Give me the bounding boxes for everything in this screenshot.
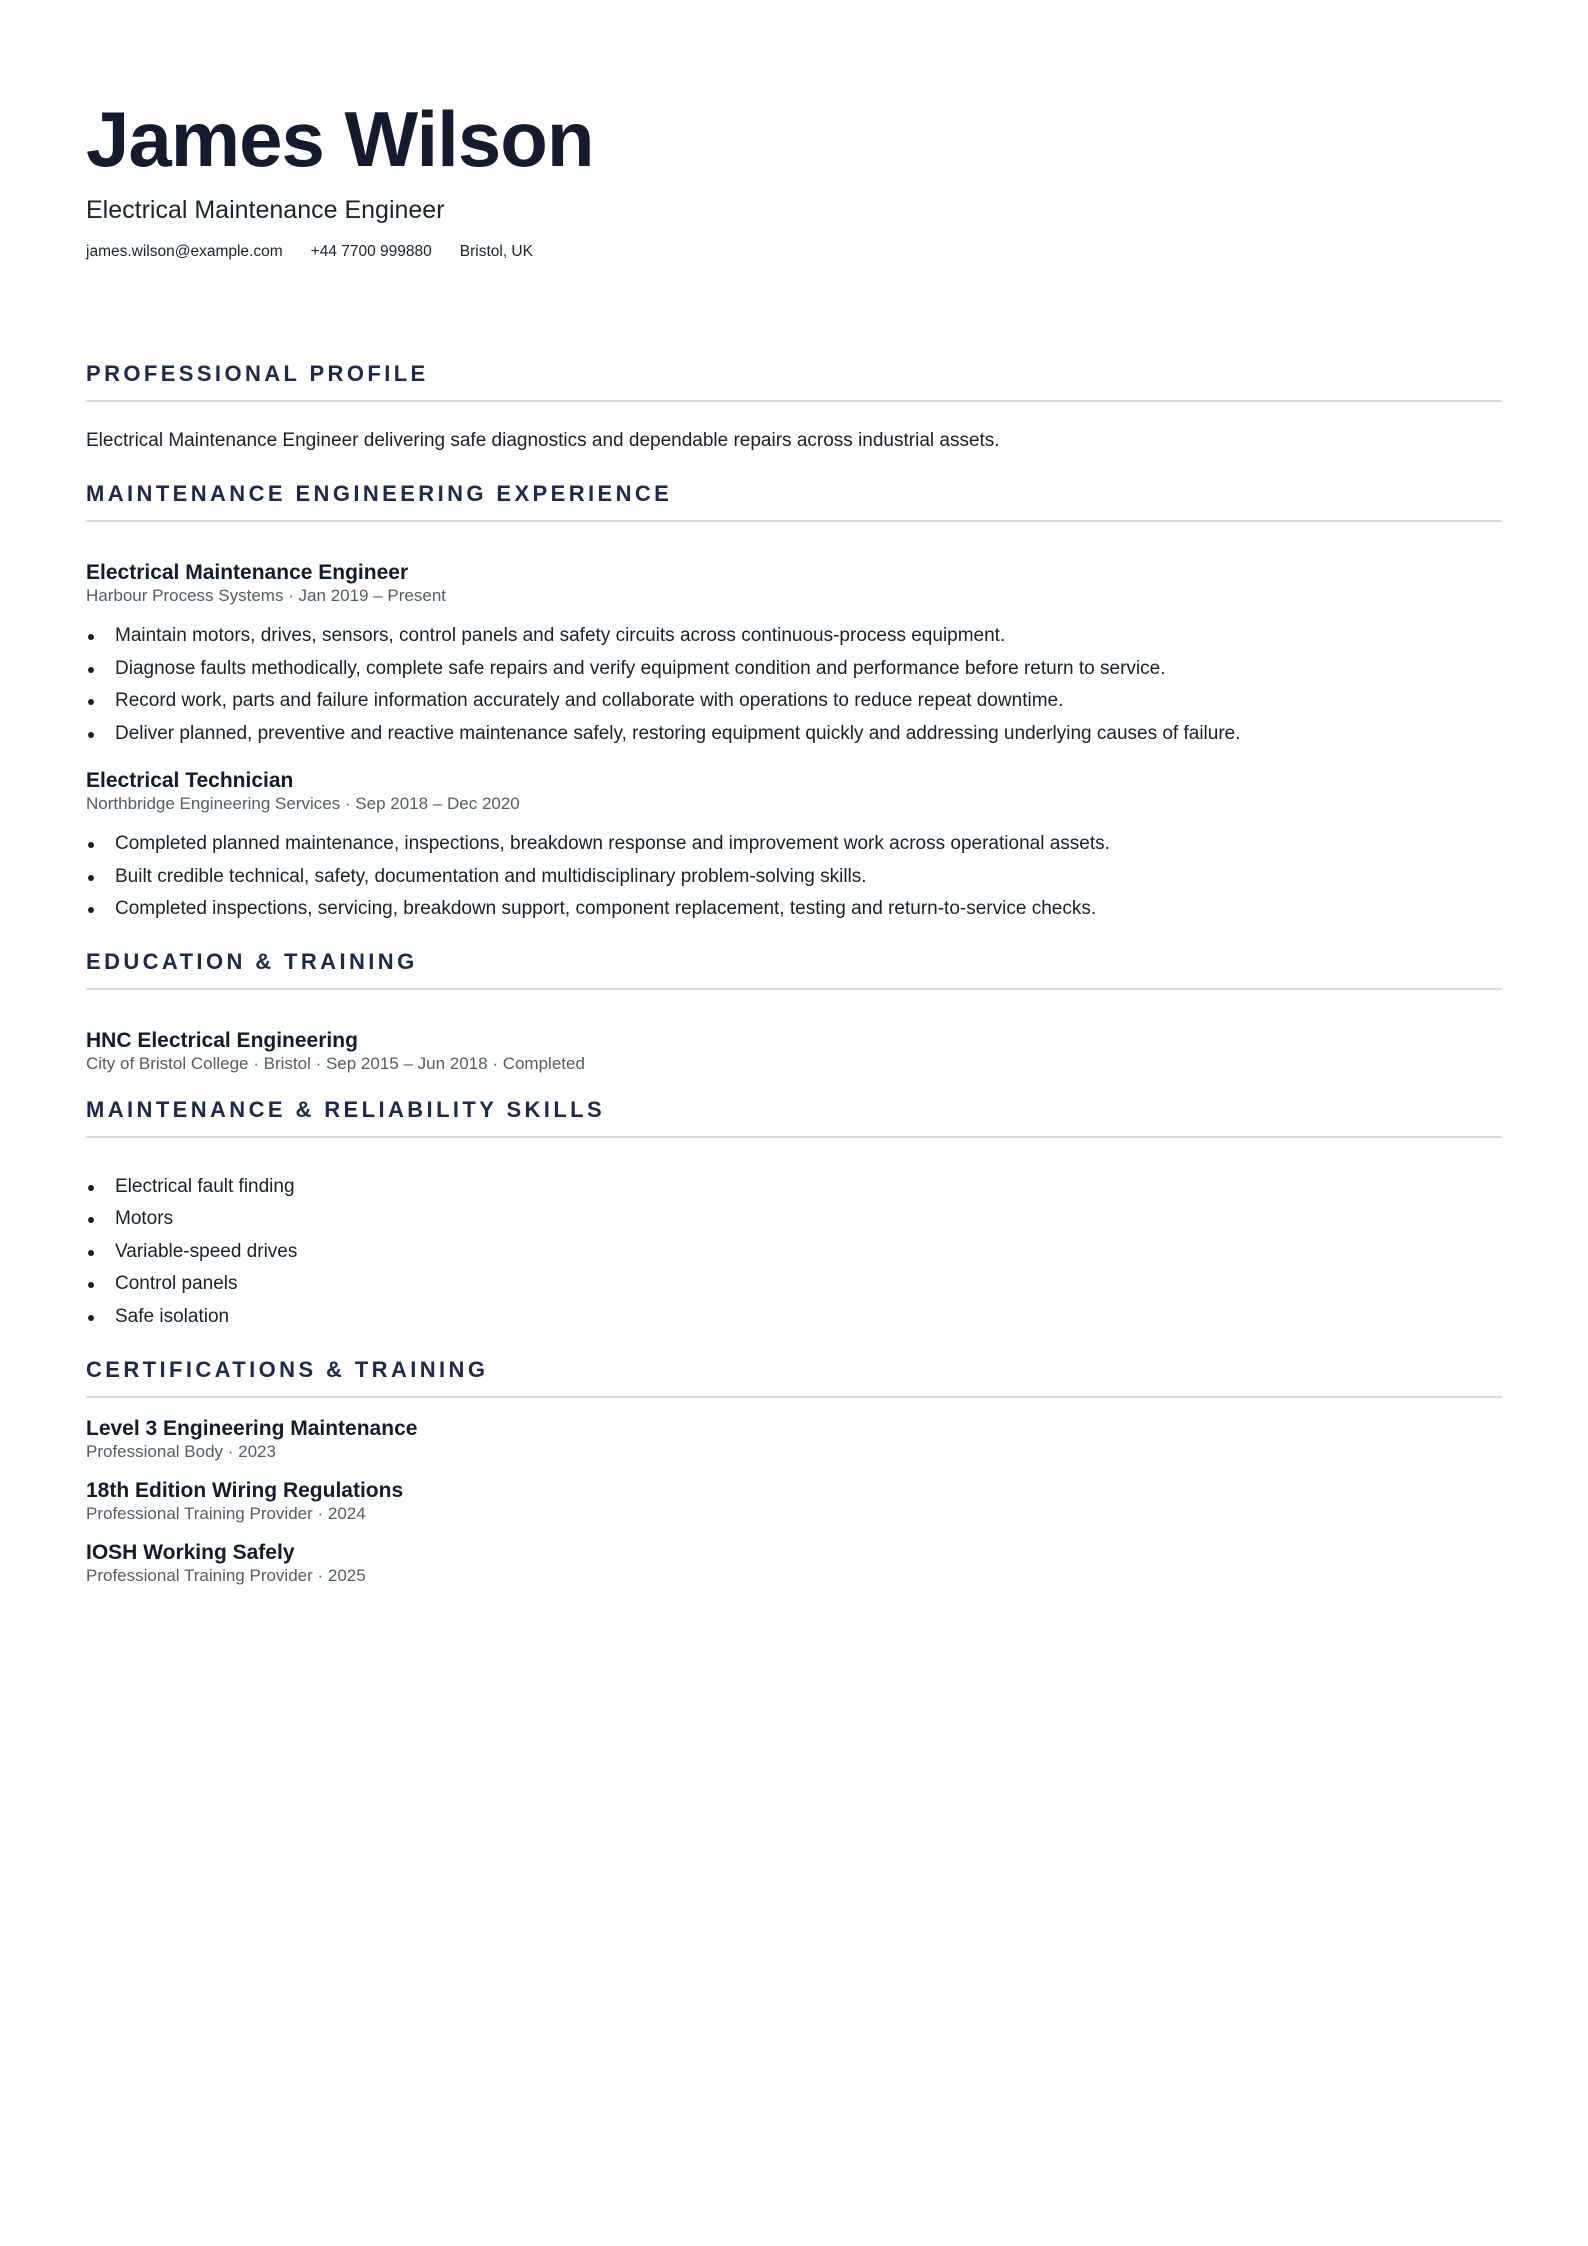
contact-phone[interactable]: +44 7700 999880	[310, 243, 432, 260]
education-title: HNC Electrical Engineering	[86, 1028, 358, 1052]
skill-item: Motors	[86, 1203, 1502, 1236]
section-experience	[86, 480, 1502, 926]
job-company-dates: Northbridge Engineering Services · Sep 2018 – Dec 2020	[86, 794, 520, 813]
skill-item: Variable-speed drives	[86, 1236, 1502, 1269]
contact-email[interactable]: james.wilson@example.com	[86, 243, 283, 260]
job-bullet-list	[86, 620, 1502, 750]
list-item: Completed planned maintenance, inspections, breakdown response and improvement work across operational assets.	[86, 828, 1502, 861]
section-heading: PROFESSIONAL PROFILE	[86, 360, 1502, 402]
skill-item: Electrical fault finding	[86, 1171, 1502, 1204]
certification-title: IOSH Working Safely	[86, 1541, 295, 1564]
section-education	[86, 948, 1502, 1074]
candidate-name: James Wilson	[86, 95, 594, 183]
list-item: Record work, parts and failure information accurately and collaborate with operations to reduce repeat downtime.	[86, 685, 1502, 718]
profile-summary: Electrical Maintenance Engineer delivering safe diagnostics and dependable repairs across industrial assets.	[86, 430, 1000, 451]
contact-line	[86, 242, 1502, 262]
job-entry	[86, 561, 1502, 750]
skills-list	[86, 1171, 1502, 1334]
section-profile	[86, 360, 1502, 454]
list-item: Maintain motors, drives, sensors, control panels and safety circuits across continuous-process equipment.	[86, 620, 1502, 653]
job-bullet-list	[86, 828, 1502, 926]
section-heading: EDUCATION & TRAINING	[86, 948, 1502, 990]
job-company-dates: Harbour Process Systems · Jan 2019 – Present	[86, 586, 446, 605]
section-heading: CERTIFICATIONS & TRAINING	[86, 1356, 1502, 1398]
contact-location: Bristol, UK	[459, 243, 533, 260]
certification-title: Level 3 Engineering Maintenance	[86, 1417, 418, 1440]
section-heading: MAINTENANCE & RELIABILITY SKILLS	[86, 1096, 1502, 1138]
education-details: City of Bristol College · Bristol · Sep 2015 – Jun 2018 · Completed	[86, 1053, 585, 1073]
certification-issuer-year: Professional Body · 2023	[86, 1442, 276, 1461]
list-item: Deliver planned, preventive and reactive maintenance safely, restoring equipment quickly and addressing underlying causes of failure.	[86, 718, 1502, 751]
resume-header	[86, 92, 1502, 262]
list-item: Diagnose faults methodically, complete safe repairs and verify equipment condition and performance before return to service.	[86, 653, 1502, 686]
section-heading: MAINTENANCE ENGINEERING EXPERIENCE	[86, 480, 1502, 522]
skill-item: Safe isolation	[86, 1301, 1502, 1334]
section-skills	[86, 1096, 1502, 1334]
list-item: Completed inspections, servicing, breakdown support, component replacement, testing and return-to-service checks.	[86, 893, 1502, 926]
certification-issuer-year: Professional Training Provider · 2025	[86, 1566, 366, 1585]
job-title: Electrical Maintenance Engineer	[86, 561, 409, 584]
candidate-title: Electrical Maintenance Engineer	[86, 196, 445, 224]
education-entry	[86, 1029, 1502, 1074]
certification-entry	[86, 1479, 1502, 1524]
job-entry	[86, 769, 1502, 926]
section-certifications	[86, 1356, 1502, 1586]
certification-entry	[86, 1541, 1502, 1586]
list-item: Built credible technical, safety, documentation and multidisciplinary problem-solving skills.	[86, 861, 1502, 894]
certification-issuer-year: Professional Training Provider · 2024	[86, 1504, 366, 1523]
certification-entry	[86, 1417, 1502, 1462]
job-title: Electrical Technician	[86, 769, 294, 792]
certification-title: 18th Edition Wiring Regulations	[86, 1479, 404, 1502]
skill-item: Control panels	[86, 1268, 1502, 1301]
